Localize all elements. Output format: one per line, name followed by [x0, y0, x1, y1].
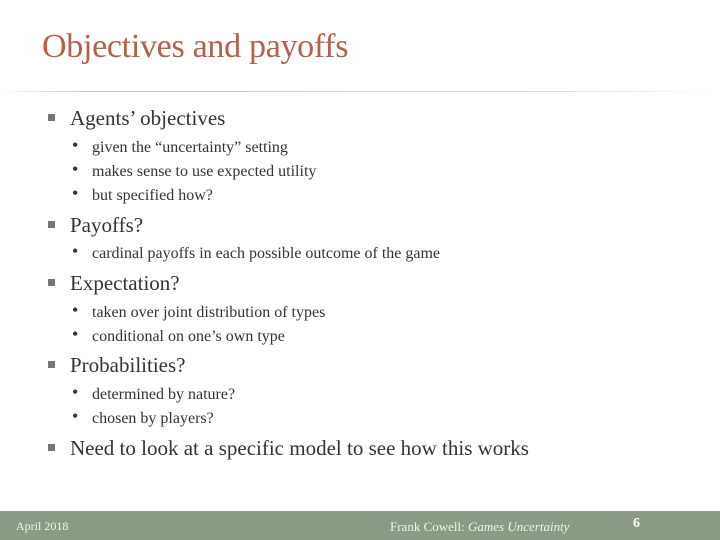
dot-bullet-icon: •: [72, 324, 79, 344]
sub-bullet-text: cardinal payoffs in each possible outcome of the game: [92, 245, 441, 262]
sub-bullet-text: given the “uncertainty” setting: [92, 139, 288, 156]
title-divider: [0, 91, 720, 92]
bullet-text: Probabilities?: [70, 353, 186, 377]
sub-bullet-text: chosen by players?: [92, 410, 214, 427]
sub-bullet: [72, 184, 213, 205]
bullet-payoffs: [48, 213, 143, 238]
sub-bullet-text: taken over joint distribution of types: [92, 304, 326, 321]
slide-title: Objectives and payoffs: [42, 28, 349, 65]
sub-bullet: [72, 325, 285, 346]
square-bullet-icon: [48, 279, 55, 286]
sub-bullet-text: determined by nature?: [92, 386, 236, 403]
dot-bullet-icon: •: [72, 382, 79, 402]
sub-bullet: [72, 242, 440, 263]
dot-bullet-icon: •: [72, 300, 79, 320]
dot-bullet-icon: •: [72, 183, 79, 203]
bullet-text: Expectation?: [70, 271, 180, 295]
square-bullet-icon: [48, 361, 55, 368]
footer-course: [390, 519, 569, 535]
bullet-probabilities: [48, 353, 185, 378]
sub-bullet-text: makes sense to use expected utility: [92, 163, 317, 180]
sub-bullet: [72, 160, 316, 181]
dot-bullet-icon: •: [72, 159, 79, 179]
sub-bullet-text: but specified how?: [92, 187, 213, 204]
sub-bullet: [72, 383, 235, 404]
footer-author: Frank Cowell:: [390, 519, 468, 534]
bullet-text: Agents’ objectives: [70, 106, 226, 130]
page-number: 6: [633, 516, 640, 531]
square-bullet-icon: [48, 114, 55, 121]
bullet-expectation: [48, 271, 180, 296]
sub-bullet-text: conditional on one’s own type: [92, 328, 285, 345]
footer-date: April 2018: [16, 519, 69, 533]
footer-bar: [0, 511, 720, 540]
dot-bullet-icon: •: [72, 406, 79, 426]
sub-bullet: [72, 407, 214, 428]
bullet-text: Need to look at a specific model to see how this works: [70, 436, 529, 460]
dot-bullet-icon: •: [72, 135, 79, 155]
dot-bullet-icon: •: [72, 241, 79, 261]
square-bullet-icon: [48, 444, 55, 451]
bullet-agents-objectives: [48, 106, 225, 131]
footer-course-title: Games Uncertainty: [468, 519, 570, 534]
square-bullet-icon: [48, 221, 55, 228]
bullet-text: Payoffs?: [70, 213, 144, 237]
sub-bullet: [72, 301, 325, 322]
sub-bullet: [72, 136, 288, 157]
bullet-specific-model: [48, 436, 529, 461]
